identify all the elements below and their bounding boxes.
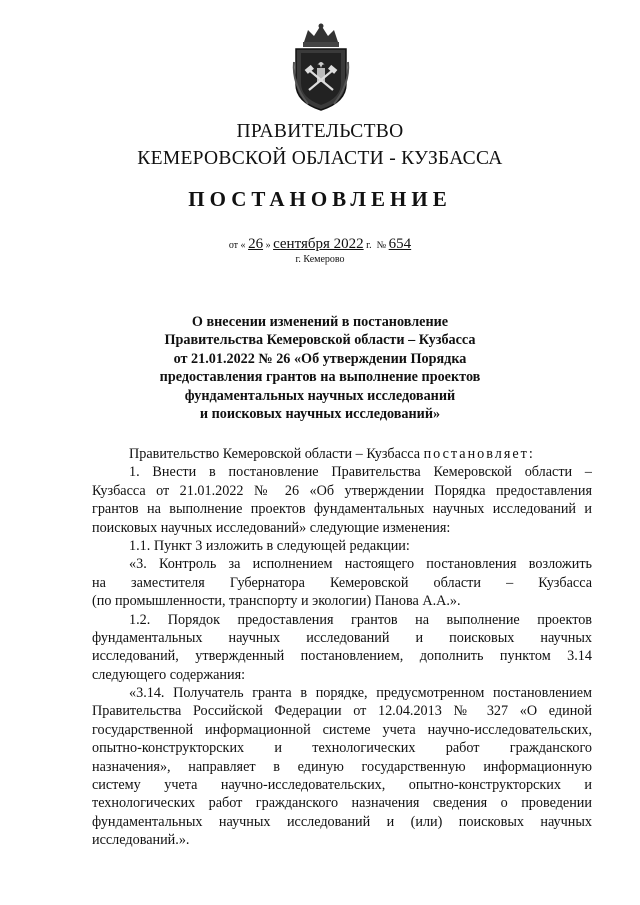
date-prefix: от « <box>228 240 246 251</box>
paragraph-1-2-line: фундаментальных научных исследований и поисковых научных <box>92 629 592 646</box>
kuzbass-coat-of-arms-icon <box>290 22 352 112</box>
paragraph-3-14-line: «3.14. Получатель гранта в порядке, предусмотренном постановлением <box>129 685 592 702</box>
document-type: ПОСТАНОВЛЕНИЕ <box>188 187 452 211</box>
document-date-number <box>0 236 640 253</box>
city: г. Кемерово <box>295 254 345 265</box>
title-line: и поисковых научных исследований» <box>199 406 441 423</box>
date-suffix: г. <box>366 240 372 251</box>
document-number: 654 <box>388 236 412 252</box>
number-prefix: № <box>376 240 387 251</box>
intro-verb: постановляет: <box>423 446 535 462</box>
paragraph-3-14-line: фундаментальных научных исследований и (или) поисковых научных <box>92 813 592 830</box>
date-separator: » <box>265 240 271 251</box>
paragraph-3-line: на заместителя Губернатора Кемеровской области – Кузбасса <box>92 574 592 591</box>
paragraph-1-line: 1. Внести в постановление Правительства Кемеровской области – <box>129 464 592 481</box>
paragraph-3-line: «3. Контроль за исполнением настоящего постановления возложить <box>129 556 592 573</box>
paragraph-1-2-line: следующего содержания: <box>92 666 246 683</box>
organization-name-line1: ПРАВИТЕЛЬСТВО <box>236 121 404 142</box>
paragraph-1-line: грантов на выполнение проектов фундаментальных научных исследований и <box>92 501 592 518</box>
title-line: предоставления грантов на выполнение проектов <box>159 369 481 386</box>
paragraph-1-2-line: исследований, утвержденный постановлением, дополнить пунктом 3.14 <box>92 648 592 665</box>
paragraph-3-14-line: Правительства Российской Федерации от 12.04.2013 № 327 «О единой <box>92 703 592 720</box>
paragraph-1-2-line: 1.2. Порядок предоставления грантов на выполнение проектов <box>129 611 592 628</box>
paragraph-3-14-line: опытно-конструкторских и технологических работ гражданского <box>92 740 592 757</box>
intro-line <box>92 445 592 463</box>
paragraph-1-1: 1.1. Пункт 3 изложить в следующей редакции: <box>129 537 410 554</box>
paragraph-3-14-line: технологических работ гражданского назначения сведения о проведении <box>92 795 592 812</box>
paragraph-1-line: поисковых научных исследований» следующие изменения: <box>92 519 451 536</box>
paragraph-3-line: (по промышленности, транспорту и экологии) Панова А.А.». <box>92 593 461 610</box>
paragraph-1-line: Кузбасса от 21.01.2022 № 26 «Об утверждении Порядка предоставления <box>92 482 592 499</box>
document-body <box>92 445 592 850</box>
title-line: фундаментальных научных исследований <box>184 387 456 404</box>
paragraph-3-14-line: государственной информационной системе учета научно-исследовательских, <box>92 721 592 738</box>
paragraph-3-14-line: назначения», направляет в единую государственную информационную <box>92 758 592 775</box>
date-day: 26 <box>248 236 264 252</box>
document-title <box>120 313 520 423</box>
date-month-year: сентября 2022 <box>273 236 364 252</box>
organization-name-line2: КЕМЕРОВСКОЙ ОБЛАСТИ - КУЗБАССА <box>137 148 503 169</box>
intro-text: Правительство Кемеровской области – Кузбасса <box>129 446 421 462</box>
paragraph-3-14-line: систему учета научно-исследовательских, опытно-конструкторских и <box>92 777 592 794</box>
paragraph-3-14-line: исследований.». <box>92 832 190 849</box>
title-line: Правительства Кемеровской области – Кузбасса <box>164 332 476 349</box>
title-line: О внесении изменений в постановление <box>191 314 449 330</box>
title-line: от 21.01.2022 № 26 «Об утверждении Порядка <box>173 350 467 367</box>
